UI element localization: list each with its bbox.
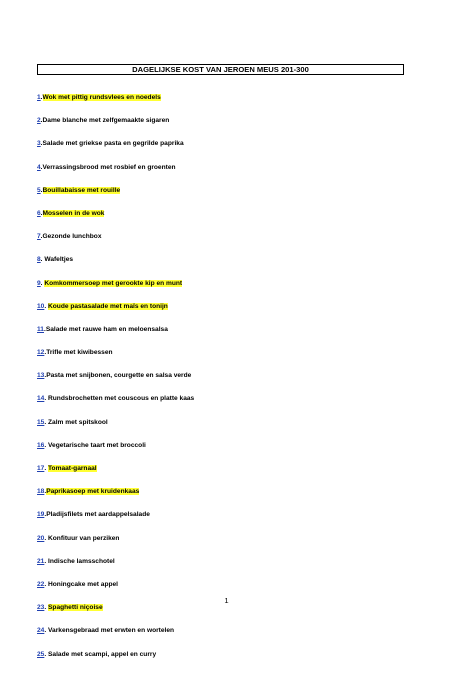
recipe-number-separator: . (40, 256, 45, 264)
recipe-number-separator: . (44, 349, 47, 357)
list-item (37, 511, 194, 534)
recipe-number-link[interactable]: 1 (37, 94, 41, 101)
recipe-number-link[interactable]: 18 (37, 488, 45, 496)
recipe-title: Gezonde lunchbox (42, 233, 102, 241)
recipe-title: Rundsbrochetten met couscous en platte kaas (48, 395, 195, 403)
recipe-title: Komkommersoep met gerookte kip en munt (44, 279, 183, 287)
recipe-number-link[interactable]: 11 (37, 325, 44, 333)
recipe-number-separator: . (40, 163, 43, 171)
recipe-number-separator: . (44, 441, 49, 449)
recipe-title: Wok met pittig rundsvlees en noedels (42, 94, 161, 101)
recipe-number-link[interactable]: 13 (37, 372, 45, 380)
recipe-list (37, 94, 194, 674)
list-item (37, 558, 194, 581)
list-item (37, 326, 194, 349)
recipe-title: Konfituur van perziken (48, 534, 120, 542)
list-item (37, 419, 194, 442)
list-item (37, 256, 194, 279)
recipe-number-link[interactable]: 16 (37, 441, 45, 449)
recipe-number-separator: . (44, 395, 49, 403)
recipe-title: Indische lamsschotel (48, 557, 115, 565)
list-item (37, 651, 194, 674)
list-item (37, 164, 194, 187)
recipe-number-link[interactable]: 24 (37, 627, 45, 635)
list-item (37, 117, 194, 140)
recipe-title: Pasta met snijbonen, courgette en salsa verde (46, 372, 192, 380)
recipe-title: Trifle met kiwibessen (46, 349, 113, 357)
recipe-number-link[interactable]: 8 (37, 256, 41, 264)
recipe-number-link[interactable]: 22 (37, 580, 45, 588)
list-item (37, 372, 194, 395)
recipe-number-separator: . (44, 604, 49, 612)
recipe-number-separator: . (40, 209, 43, 217)
recipe-number-link[interactable]: 15 (37, 418, 45, 426)
recipe-number-link[interactable]: 5 (37, 186, 41, 194)
recipe-number-separator: . (44, 302, 49, 310)
recipe-number-separator: . (40, 186, 43, 194)
list-item (37, 94, 194, 117)
recipe-number-separator: . (40, 94, 43, 101)
recipe-number-link[interactable]: 2 (37, 117, 41, 125)
list-item (37, 233, 194, 256)
recipe-title: Dame blanche met zelfgemaakte sigaren (42, 117, 170, 125)
recipe-title: Paprikasoep met kruidenkaas (46, 488, 140, 496)
recipe-number-link[interactable]: 23 (37, 604, 45, 612)
list-item (37, 488, 194, 511)
list-item (37, 604, 194, 627)
recipe-title: Koude pastasalade met maïs en tonijn (48, 302, 168, 310)
recipe-title: Mosselen in de wok (42, 209, 105, 217)
recipe-title: Wafeltjes (44, 256, 74, 264)
recipe-number-link[interactable]: 25 (37, 650, 45, 658)
recipe-title: Zalm met spitskool (48, 418, 108, 426)
list-item (37, 280, 194, 303)
list-item (37, 140, 194, 163)
recipe-title: Spaghetti niçoise (48, 604, 103, 612)
list-item (37, 535, 194, 558)
recipe-title: Bouillabaisse met rouille (42, 186, 121, 194)
document-title: DAGELIJKSE KOST VAN JEROEN MEUS 201-300 (37, 64, 404, 75)
recipe-title: Salade met scampi, appel en curry (48, 650, 157, 658)
recipe-number-link[interactable]: 9 (37, 279, 41, 287)
recipe-title: Honingcake met appel (48, 580, 119, 588)
recipe-number-link[interactable]: 10 (37, 302, 45, 310)
recipe-number-separator: . (44, 627, 49, 635)
list-item (37, 395, 194, 418)
recipe-number-separator: . (40, 140, 43, 148)
recipe-number-link[interactable]: 6 (37, 209, 41, 217)
recipe-title: Pladijsfilets met aardappelsalade (46, 511, 150, 519)
recipe-title: Varkensgebraad met erwten en wortelen (48, 627, 175, 635)
list-item (37, 349, 194, 372)
page-number: 1 (224, 596, 229, 605)
recipe-number-link[interactable]: 14 (37, 395, 45, 403)
recipe-title: Verrassingsbrood met rosbief en groenten (42, 163, 176, 171)
list-item (37, 627, 194, 650)
recipe-number-separator: . (44, 465, 49, 472)
recipe-number-separator: . (40, 233, 43, 241)
recipe-number-link[interactable]: 17 (37, 465, 45, 472)
recipe-number-separator: . (44, 580, 49, 588)
recipe-number-separator: . (44, 418, 49, 426)
recipe-number-separator: . (44, 557, 49, 565)
recipe-number-link[interactable]: 20 (37, 534, 45, 542)
list-item (37, 187, 194, 210)
recipe-title: Salade met rauwe ham en meloensalsa (45, 325, 168, 333)
recipe-number-link[interactable]: 7 (37, 233, 41, 241)
recipe-title: Vegetarische taart met broccoli (48, 441, 146, 449)
recipe-number-link[interactable]: 19 (37, 511, 45, 519)
recipe-title: Salade met griekse pasta en gegrilde paprika (42, 140, 184, 148)
list-item (37, 465, 194, 488)
recipe-title: Tomaat-garnaal (48, 465, 97, 472)
recipe-number-separator: . (44, 511, 47, 519)
recipe-number-link[interactable]: 21 (37, 557, 45, 565)
recipe-number-separator: . (44, 534, 49, 542)
list-item (37, 303, 194, 326)
recipe-number-separator: . (40, 279, 45, 287)
recipe-number-separator: . (44, 372, 47, 380)
recipe-number-link[interactable]: 12 (37, 349, 45, 357)
list-item (37, 210, 194, 233)
recipe-number-link[interactable]: 3 (37, 140, 41, 148)
recipe-number-separator: . (40, 117, 43, 125)
recipe-number-separator: . (44, 650, 49, 658)
recipe-number-separator: . (43, 325, 46, 333)
recipe-number-link[interactable]: 4 (37, 163, 41, 171)
list-item (37, 442, 194, 465)
